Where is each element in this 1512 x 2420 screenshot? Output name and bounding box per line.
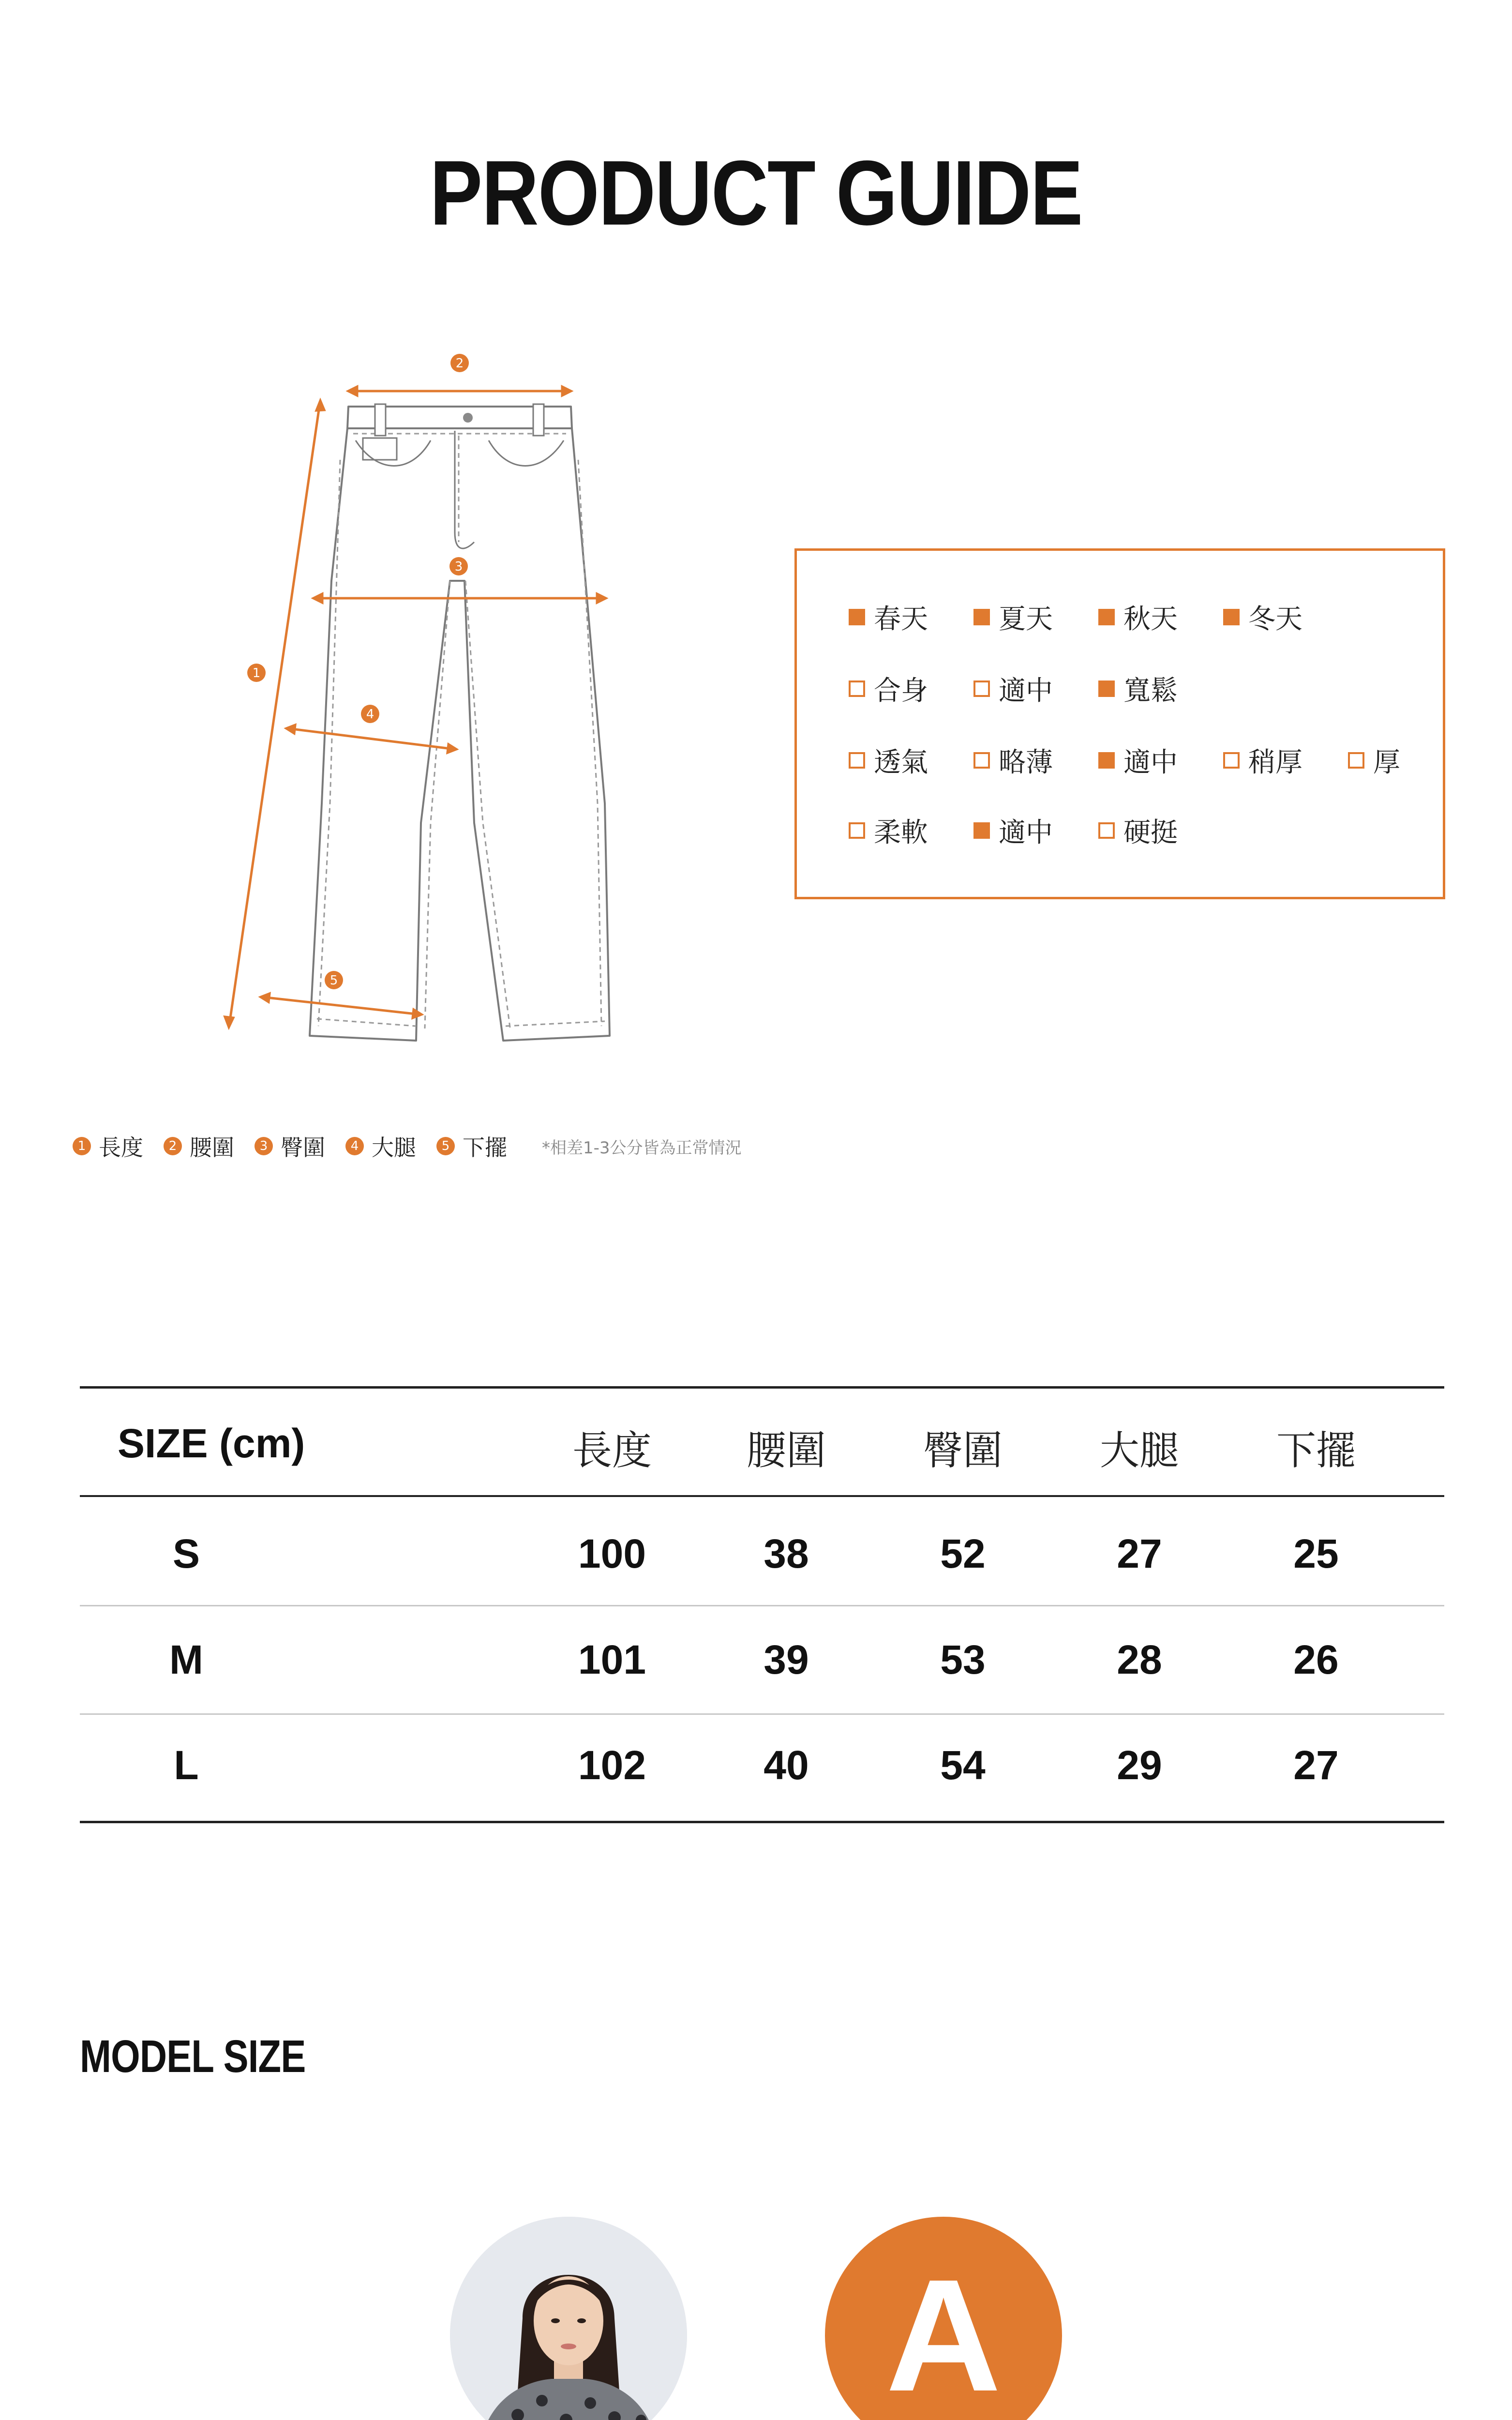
table-cell: 28 — [1117, 1637, 1162, 1682]
number-badge-icon: 5 — [436, 1137, 455, 1155]
table-cell: 25 — [1293, 1531, 1339, 1576]
table-cell: 29 — [1117, 1742, 1162, 1788]
attr-texture-soft: 柔軟 — [849, 811, 928, 850]
table-cell-size: L — [174, 1742, 199, 1788]
checkbox-icon — [849, 609, 865, 625]
checkbox-icon — [849, 752, 865, 769]
model-avatar-letter — [825, 2217, 1062, 2420]
checkbox-icon — [1098, 752, 1115, 769]
attr-thickness-breathable: 透氣 — [849, 741, 928, 780]
marker-2-label: 2 — [455, 356, 464, 371]
table-cell: 40 — [763, 1742, 809, 1788]
table-cell: 100 — [578, 1531, 646, 1576]
attr-autumn: 秋天 — [1098, 598, 1178, 636]
checkbox-icon — [849, 681, 865, 697]
legend-item-waist: 2 腰圍 — [164, 1130, 234, 1162]
table-cell: 102 — [578, 1742, 646, 1788]
checkbox-icon — [849, 822, 865, 839]
checkbox-icon — [973, 609, 990, 625]
legend-note: *相差1-3公分皆為正常情況 — [542, 1138, 742, 1158]
checkbox-icon — [973, 822, 990, 839]
attr-winter: 冬天 — [1223, 598, 1302, 636]
table-bottom-rule — [80, 1821, 1444, 1823]
attr-thickness-thickish: 稍厚 — [1223, 741, 1302, 780]
avatar-letter: A — [885, 2246, 1002, 2420]
checkbox-icon — [1348, 752, 1364, 769]
table-row-divider — [80, 1713, 1444, 1715]
number-badge-icon: 4 — [345, 1137, 364, 1155]
model-avatar-photo — [450, 2217, 687, 2420]
checkbox-icon — [973, 681, 990, 697]
table-cell: 53 — [940, 1637, 986, 1682]
attr-thickness-thin: 略薄 — [973, 741, 1053, 780]
table-row-divider — [80, 1605, 1444, 1606]
table-cell: 52 — [940, 1531, 986, 1576]
number-badge-icon: 2 — [164, 1137, 182, 1155]
table-header-rule — [80, 1495, 1444, 1497]
marker-4-label: 4 — [366, 707, 374, 722]
person-photo-icon — [450, 2217, 687, 2420]
checkbox-icon — [973, 752, 990, 769]
table-cell-size: M — [169, 1637, 203, 1682]
table-header-hem: 下擺 — [1276, 1428, 1356, 1474]
attr-thickness-medium: 適中 — [1098, 741, 1178, 780]
table-cell: 54 — [940, 1742, 986, 1788]
attr-texture-medium: 適中 — [973, 811, 1053, 850]
page-title: PRODUCT GUIDE — [430, 142, 1082, 244]
table-cell: 27 — [1293, 1742, 1339, 1788]
legend-item-length: 1 長度 — [73, 1130, 143, 1162]
checkbox-icon — [1223, 752, 1240, 769]
table-cell: 39 — [763, 1637, 809, 1682]
checkbox-icon — [1098, 609, 1115, 625]
table-header-hip: 臀圍 — [923, 1428, 1003, 1474]
checkbox-icon — [1098, 822, 1115, 839]
table-cell: 101 — [578, 1637, 646, 1682]
marker-1-label: 1 — [252, 666, 261, 681]
measurement-legend — [73, 1132, 742, 1161]
attr-fit-regular: 適中 — [973, 669, 1053, 708]
attr-thickness-thick: 厚 — [1348, 741, 1400, 780]
table-header-thigh: 大腿 — [1099, 1428, 1179, 1474]
legend-item-hem: 5 下擺 — [436, 1130, 507, 1162]
table-cell: 38 — [763, 1531, 809, 1576]
checkbox-icon — [1098, 681, 1115, 697]
attribute-box — [794, 548, 1445, 899]
model-size-title: MODEL SIZE — [80, 2031, 306, 2082]
number-badge-icon: 1 — [73, 1137, 91, 1155]
marker-5-label: 5 — [329, 973, 338, 988]
table-cell: 27 — [1117, 1531, 1162, 1576]
marker-3-label: 3 — [454, 560, 463, 574]
checkbox-icon — [1223, 609, 1240, 625]
attr-texture-stiff: 硬挺 — [1098, 811, 1178, 850]
table-cell-size: S — [172, 1531, 200, 1576]
table-cell: 26 — [1293, 1637, 1339, 1682]
pants-diagram — [203, 339, 697, 1065]
number-badge-icon: 3 — [254, 1137, 273, 1155]
table-header-length: 長度 — [572, 1428, 652, 1474]
legend-item-hip: 3 臀圍 — [254, 1130, 325, 1162]
attr-fit-loose: 寬鬆 — [1098, 669, 1178, 708]
attr-fit-slim: 合身 — [849, 669, 928, 708]
table-header-size: SIZE (cm) — [118, 1421, 305, 1466]
attr-summer: 夏天 — [973, 598, 1053, 636]
legend-item-thigh: 4 大腿 — [345, 1130, 416, 1162]
attr-spring: 春天 — [849, 598, 928, 636]
table-header-waist: 腰圍 — [746, 1428, 826, 1474]
table-top-rule — [80, 1386, 1444, 1389]
